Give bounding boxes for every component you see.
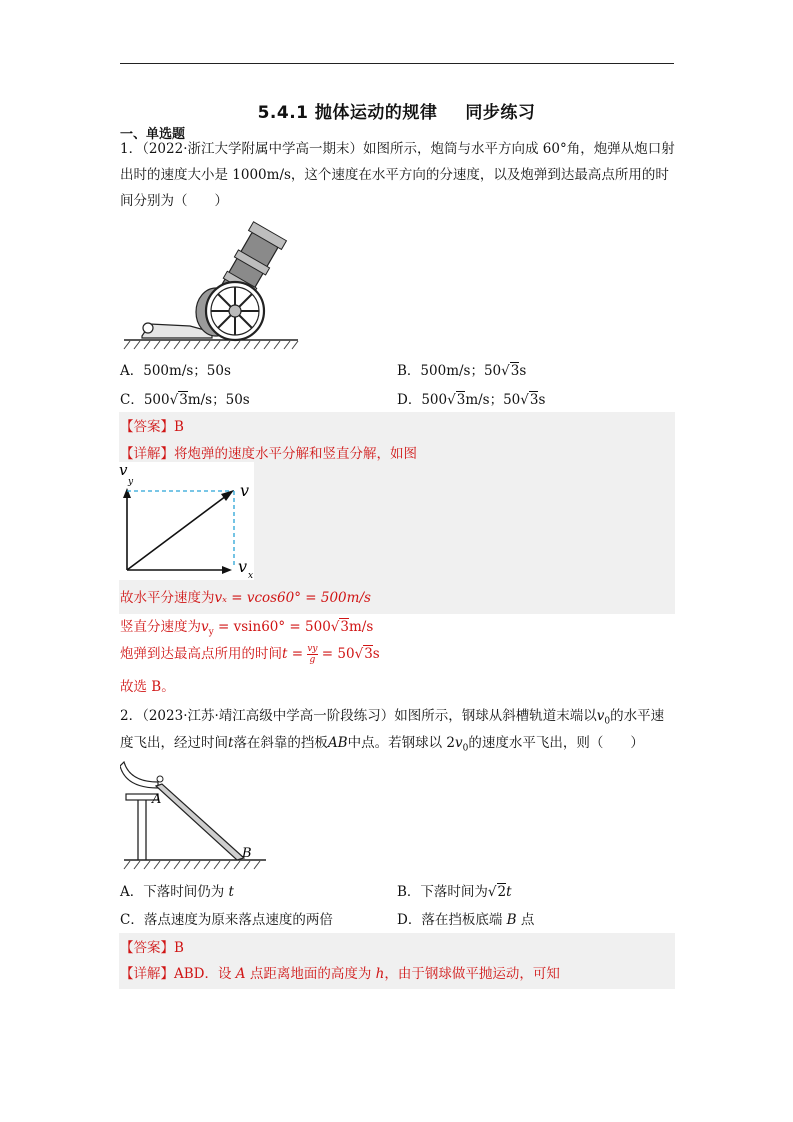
q1-eq1: 故水平分速度为vₓ = vcos60° = 500m/s	[120, 590, 371, 606]
q1-option-d[interactable]: D．500√3m/s；50√3s	[397, 392, 546, 408]
point-a-label: A	[152, 792, 162, 807]
title-main: 5.4.1 抛体运动的规律	[257, 103, 438, 123]
q1-line2: 出时的速度大小是 1000m/s，这个速度在水平方向的分速度，以及炮弹到达最高点所用的时	[120, 167, 669, 183]
q1-stem	[120, 136, 676, 214]
label-vx-sub: x	[248, 571, 254, 580]
q1-detail: 【详解】将炮弹的速度水平分解和竖直分解，如图	[120, 446, 417, 462]
label-vy-sub: y	[128, 477, 134, 487]
q1-line3: 间分别为（ ）	[120, 193, 228, 209]
q1-eq2: 竖直分速度为$v_y = vsin60^\circ = 500√3m/s$	[120, 619, 374, 638]
q2-line1: 2．（2023·江苏·靖江高级中学高一阶段练习）如图所示，钢球从斜槽轨道末端以$v_0$的水平速	[120, 708, 665, 727]
q1-answer: 【答案】B	[120, 419, 184, 435]
label-vy: v	[119, 462, 128, 479]
q1-eq3: 炮弹到达最高点所用的时间t = $\frac{vy}{g}$ = 50√3s	[120, 644, 380, 665]
q2-answer: 【答案】B	[120, 940, 184, 956]
page-title	[0, 98, 793, 123]
section-heading: 一、单选题	[120, 127, 186, 142]
q2-detail: 【详解】ABD．设 A 点距离地面的高度为 h，由于钢球做平抛运动，可知	[120, 966, 560, 982]
q2-option-a[interactable]: A．下落时间仍为 t	[120, 884, 234, 900]
cannon-figure	[120, 220, 300, 352]
q1-line1: 1．（2022·浙江大学附属中学高一期末）如图所示，炮筒与水平方向成 60°角，炮弹从炮口射	[120, 141, 675, 157]
title-sub: 同步练习	[465, 103, 536, 123]
ramp-figure	[120, 756, 270, 874]
q1-option-a[interactable]: A．500m/s；50s	[120, 363, 231, 379]
q2-option-c[interactable]: C．落点速度为原来落点速度的两倍	[120, 912, 333, 928]
q1-option-b[interactable]: B．500m/s；50√3s	[397, 363, 527, 379]
q2-option-d[interactable]: D．落在挡板底端 B 点	[397, 912, 535, 928]
point-b-label: B	[242, 846, 252, 861]
q2-line2: 度飞出，经过时间t落在斜靠的挡板AB中点。若钢球以 $2v_0$的速度水平飞出，则（ ）	[120, 735, 644, 754]
label-v: v	[240, 481, 250, 500]
q1-conclusion: 故选 B。	[120, 679, 175, 695]
q2-option-b[interactable]: B．下落时间为√2t	[397, 884, 512, 900]
q1-option-c[interactable]: C．500√3m/s；50s	[120, 392, 250, 408]
header-rule	[120, 63, 674, 64]
label-vx: v	[238, 557, 248, 576]
velocity-diagram	[118, 462, 254, 580]
